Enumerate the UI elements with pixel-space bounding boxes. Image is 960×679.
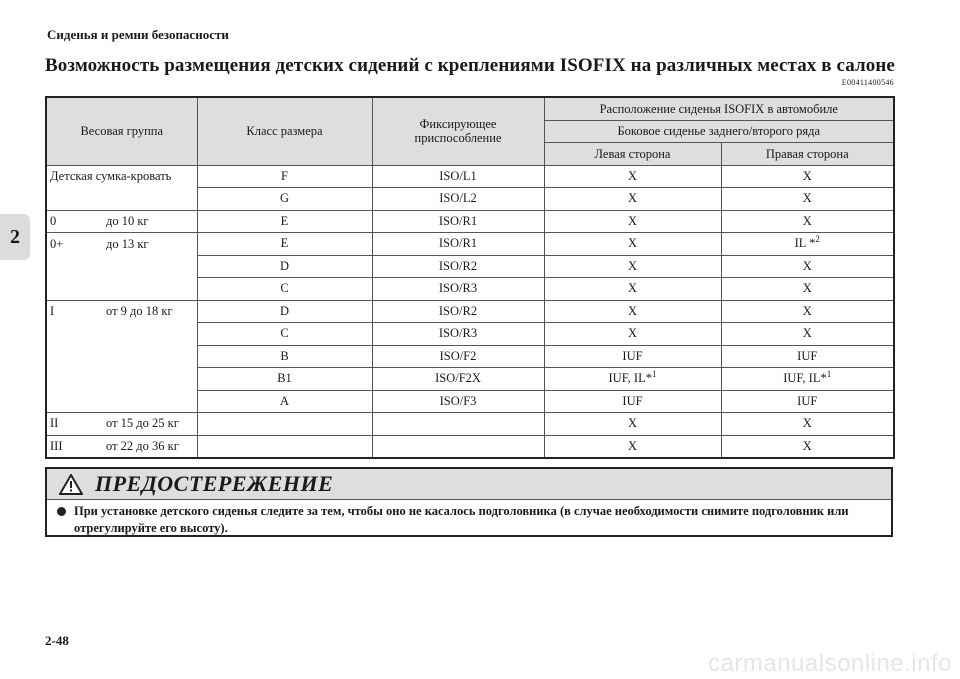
weight-group-code: Детская сумка-кровать	[50, 169, 172, 183]
cell-left-side	[544, 390, 721, 413]
cell-value: X	[627, 281, 638, 296]
cell-right-side	[721, 255, 894, 278]
cell-value: X	[802, 326, 812, 341]
cell-left-side	[544, 188, 721, 211]
bullet-icon	[57, 507, 66, 516]
cell-value: X	[627, 303, 638, 318]
header-left-side: Левая сторона	[544, 143, 721, 166]
table-row	[46, 300, 894, 323]
cell-right-side	[721, 390, 894, 413]
cell-fixture	[372, 435, 544, 458]
cell-weight-group	[46, 390, 197, 413]
table-row	[46, 345, 894, 368]
cell-value: X	[627, 258, 638, 273]
header-fixture: Фиксирующее приспособление	[372, 97, 544, 165]
table-row	[46, 165, 894, 188]
table-body	[46, 165, 894, 458]
cell-left-side	[544, 210, 721, 233]
cell-size-class	[197, 435, 372, 458]
cell-weight-group	[46, 255, 197, 278]
cell-left-side	[544, 368, 721, 391]
cell-value: IUF	[797, 393, 818, 408]
cell-value: X	[627, 191, 638, 206]
warning-box	[45, 467, 893, 537]
cell-right-side	[721, 233, 894, 256]
warning-text: При установке детского сиденья следите за тем, чтобы оно не касалось подголовника (в случае необходимости снимите подголовник или отрегулируйте его высоту).	[74, 504, 849, 535]
cell-left-side	[544, 165, 721, 188]
cell-right-side	[721, 165, 894, 188]
cell-size-class: F	[197, 165, 372, 188]
cell-value: IL *	[794, 236, 816, 251]
page-number: 2-48	[45, 633, 69, 648]
cell-weight-group	[46, 345, 197, 368]
cell-weight-group	[46, 323, 197, 346]
header-size-class: Класс размера	[197, 97, 372, 165]
cell-left-side	[544, 345, 721, 368]
table-row	[46, 188, 894, 211]
cell-right-side	[721, 278, 894, 301]
warning-item	[47, 500, 891, 537]
cell-fixture: ISO/R3	[372, 278, 544, 301]
cell-weight-group	[46, 368, 197, 391]
cell-weight-group	[46, 413, 197, 436]
cell-size-class: E	[197, 233, 372, 256]
weight-group-code: 0	[50, 213, 57, 228]
cell-value: IUF	[622, 393, 643, 408]
cell-weight-group	[46, 300, 197, 323]
cell-fixture: ISO/F2	[372, 345, 544, 368]
cell-size-class: C	[197, 323, 372, 346]
header-rear-row: Боковое сиденье заднего/второго ряда	[544, 120, 894, 143]
cell-size-class: A	[197, 390, 372, 413]
cell-size-class: G	[197, 188, 372, 211]
document-code: E00411400546	[841, 78, 894, 87]
chapter-tab: 2	[0, 214, 30, 260]
cell-fixture: ISO/R3	[372, 323, 544, 346]
watermark: carmanualsonline.info	[708, 650, 952, 677]
footnote-marker: 1	[651, 369, 657, 380]
cell-size-class: C	[197, 278, 372, 301]
cell-size-class: B	[197, 345, 372, 368]
cell-right-side	[721, 323, 894, 346]
header-location: Расположение сиденья ISOFIX в автомобиле	[544, 97, 894, 120]
weight-group-code: 0+	[50, 236, 64, 251]
table-row	[46, 390, 894, 413]
cell-value: IUF, IL*	[783, 371, 827, 386]
weight-range: от 9 до 18 кг	[106, 304, 173, 318]
section-header: Сиденья и ремни безопасности	[47, 27, 229, 42]
cell-left-side	[544, 435, 721, 458]
cell-value: X	[627, 236, 638, 251]
footnote-marker: 1	[826, 369, 832, 380]
cell-right-side	[721, 300, 894, 323]
cell-weight-group	[46, 165, 197, 188]
cell-right-side	[721, 210, 894, 233]
weight-range: от 15 до 25 кг	[106, 416, 179, 431]
warning-title: ПРЕДОСТЕРЕЖЕНИЕ	[95, 471, 334, 496]
table-row	[46, 233, 894, 256]
cell-left-side	[544, 323, 721, 346]
cell-right-side	[721, 413, 894, 436]
table-row	[46, 255, 894, 278]
weight-range: от 22 до 36 кг	[106, 438, 179, 453]
cell-size-class: B1	[197, 368, 372, 391]
warning-header	[47, 469, 891, 500]
cell-fixture: ISO/R1	[372, 233, 544, 256]
cell-value: X	[627, 416, 638, 431]
cell-value: X	[802, 303, 812, 318]
cell-fixture	[372, 413, 544, 436]
weight-range: до 10 кг	[106, 213, 149, 228]
cell-right-side	[721, 345, 894, 368]
cell-value: X	[802, 281, 812, 296]
cell-weight-group	[46, 278, 197, 301]
cell-value: X	[802, 258, 812, 273]
cell-left-side	[544, 300, 721, 323]
cell-size-class: E	[197, 210, 372, 233]
isofix-table	[45, 96, 895, 459]
weight-group-code: I	[50, 304, 55, 318]
cell-value: X	[802, 213, 812, 228]
cell-value: X	[802, 416, 812, 431]
cell-weight-group	[46, 435, 197, 458]
cell-value: X	[627, 326, 638, 341]
table-row	[46, 278, 894, 301]
table-row	[46, 435, 894, 458]
cell-left-side	[544, 278, 721, 301]
cell-right-side	[721, 435, 894, 458]
cell-fixture: ISO/F3	[372, 390, 544, 413]
cell-value: X	[627, 168, 638, 183]
cell-left-side	[544, 233, 721, 256]
table-row	[46, 323, 894, 346]
table-row	[46, 210, 894, 233]
cell-fixture: ISO/F2X	[372, 368, 544, 391]
cell-value: X	[802, 168, 812, 183]
cell-weight-group	[46, 233, 197, 256]
weight-group-code: III	[50, 438, 63, 453]
cell-value: X	[627, 438, 638, 453]
cell-weight-group	[46, 188, 197, 211]
cell-left-side	[544, 413, 721, 436]
table-row	[46, 368, 894, 391]
cell-value: X	[627, 213, 638, 228]
page-title: Возможность размещения детских сидений с креплениями ISOFIX на различных местах в салоне	[45, 55, 895, 76]
cell-size-class: D	[197, 300, 372, 323]
cell-left-side	[544, 255, 721, 278]
table-row	[46, 413, 894, 436]
weight-group-code: II	[50, 416, 59, 431]
footnote-marker: 2	[815, 234, 820, 245]
warning-triangle-icon	[59, 474, 83, 495]
cell-value: X	[802, 191, 812, 206]
cell-right-side	[721, 368, 894, 391]
header-weight-group: Весовая группа	[46, 97, 197, 165]
header-right-side: Правая сторона	[721, 143, 894, 166]
cell-size-class	[197, 413, 372, 436]
cell-value: X	[802, 438, 812, 453]
cell-value: IUF	[797, 348, 818, 363]
cell-fixture: ISO/L2	[372, 188, 544, 211]
cell-right-side	[721, 188, 894, 211]
cell-fixture: ISO/R2	[372, 300, 544, 323]
cell-fixture: ISO/L1	[372, 165, 544, 188]
cell-weight-group	[46, 210, 197, 233]
cell-fixture: ISO/R2	[372, 255, 544, 278]
cell-value: IUF, IL*	[608, 371, 652, 386]
weight-range: до 13 кг	[106, 236, 149, 251]
cell-size-class: D	[197, 255, 372, 278]
cell-value: IUF	[622, 348, 643, 363]
cell-fixture: ISO/R1	[372, 210, 544, 233]
